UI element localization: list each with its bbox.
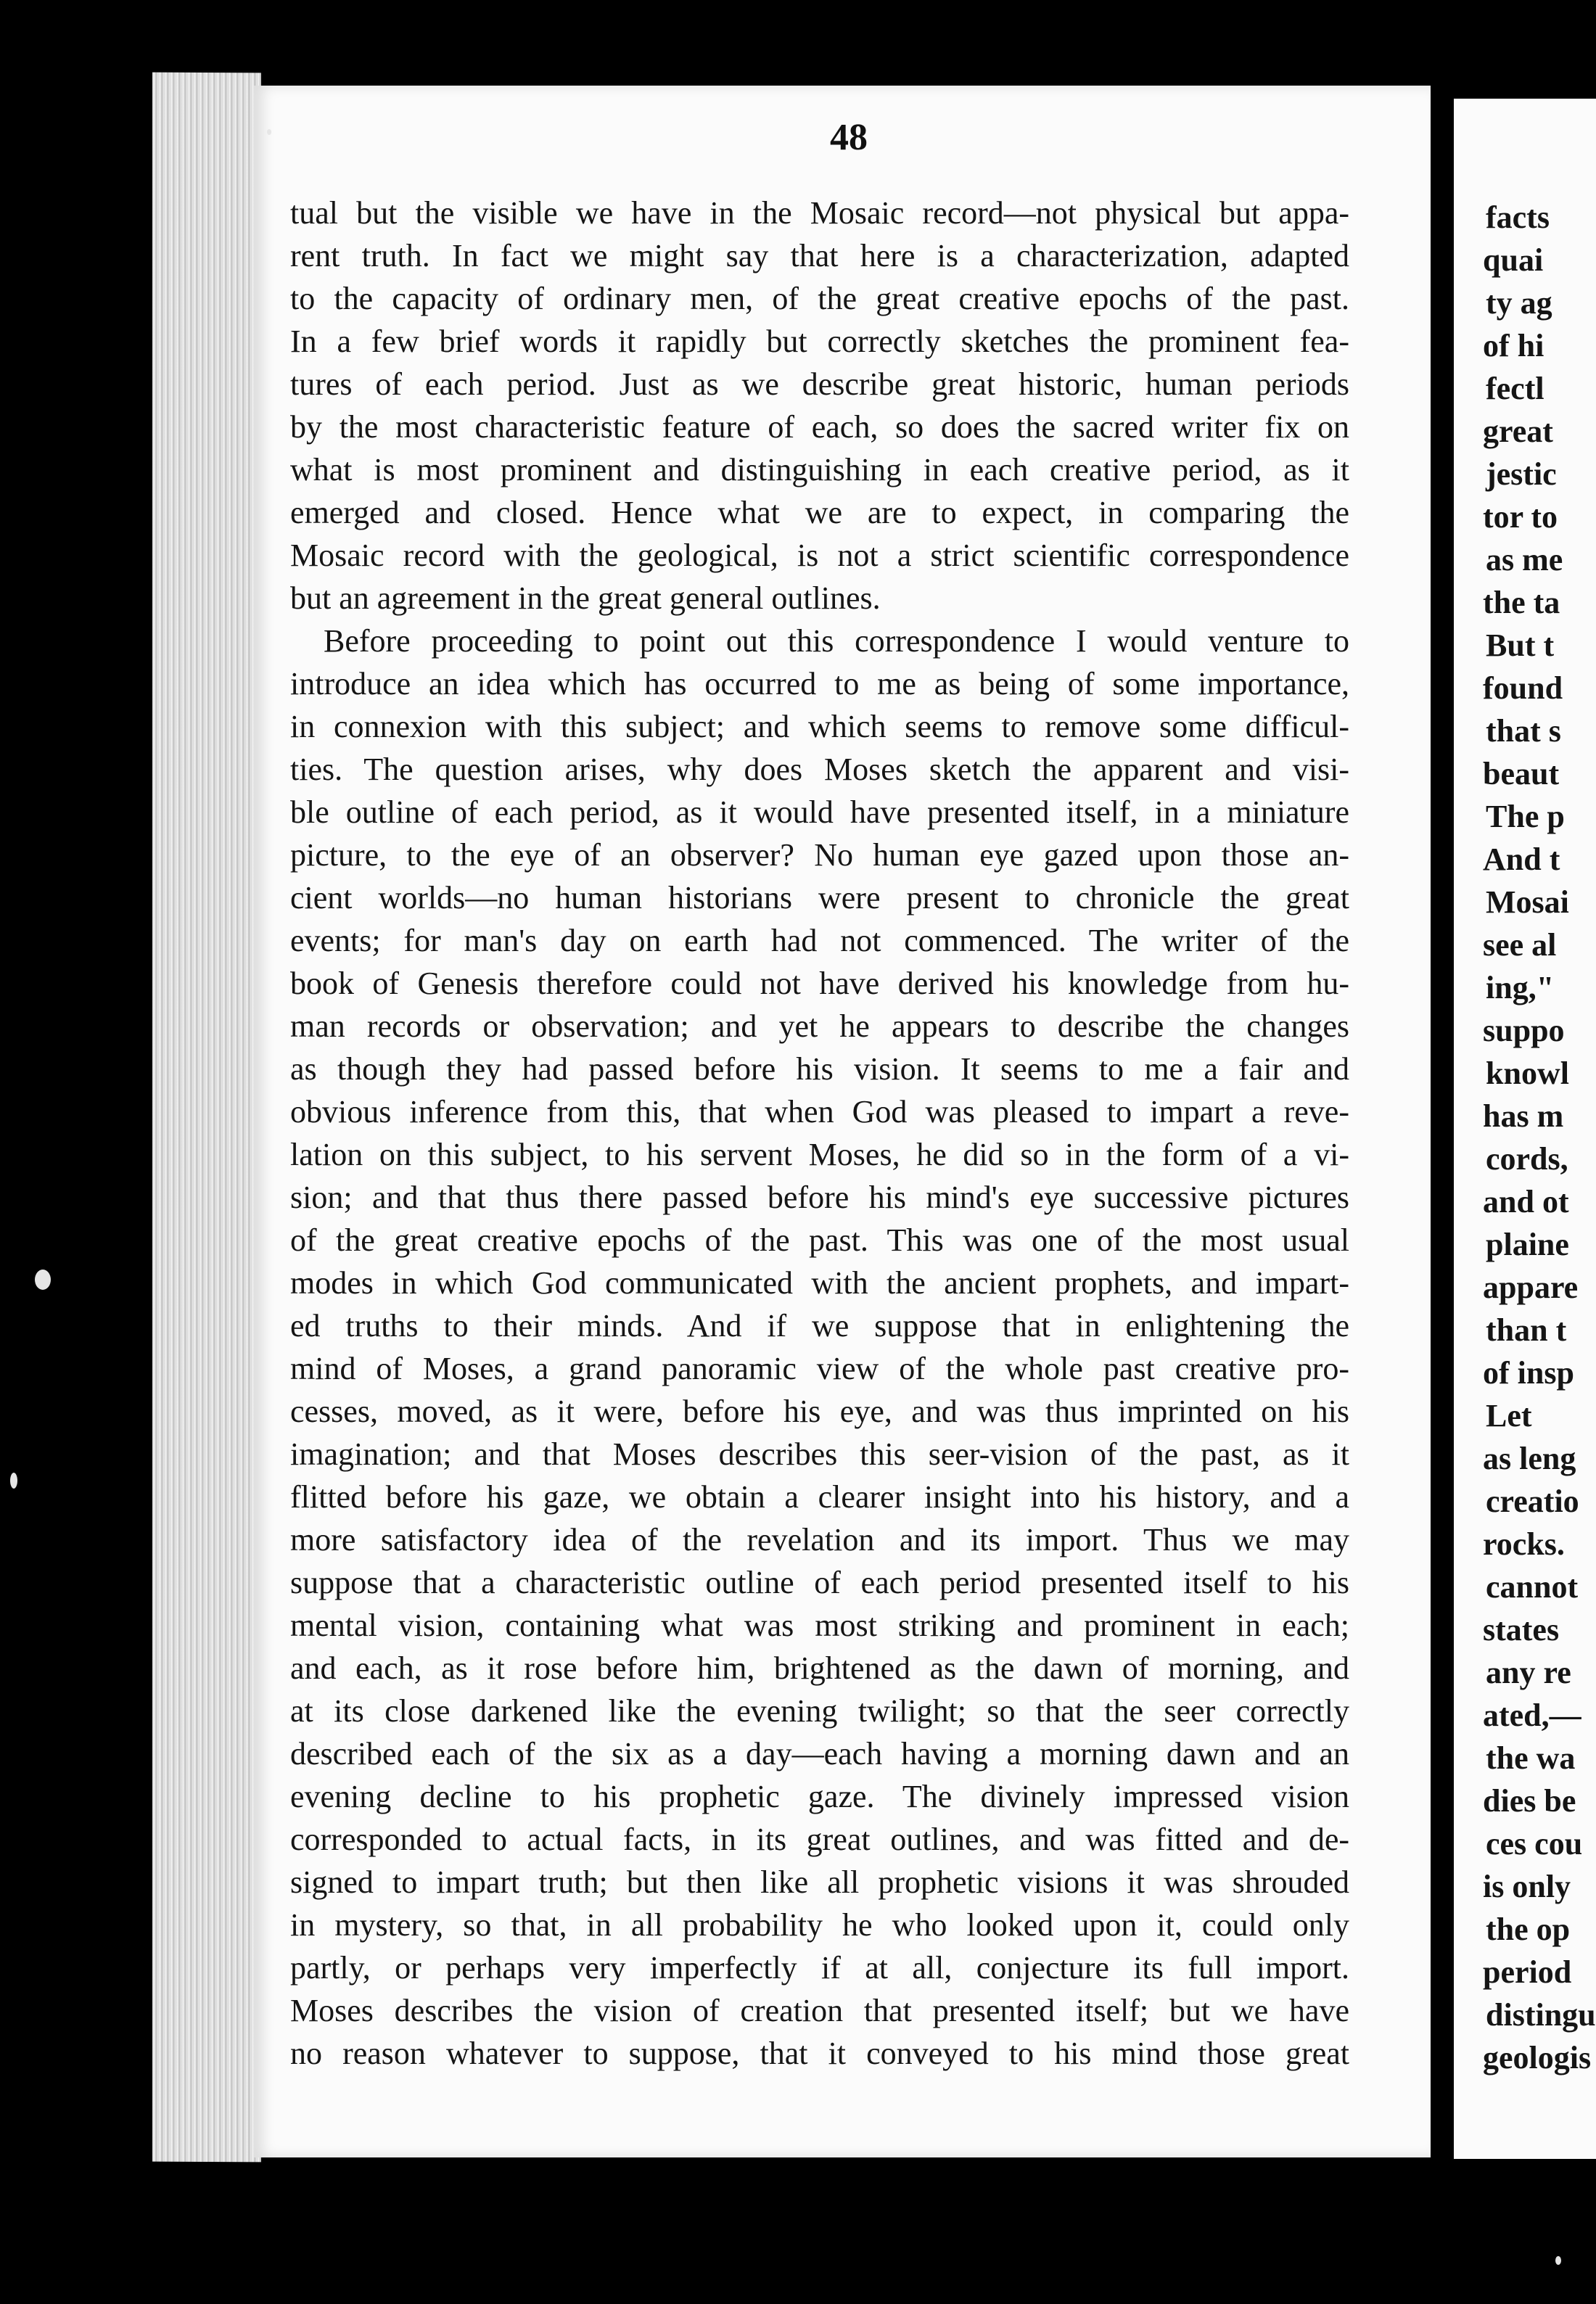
facing-text-line: geologis xyxy=(1483,2040,1592,2075)
text-line: by the most characteristic feature of each, so does the sacred writer fix on xyxy=(290,409,1349,445)
text-line: more satisfactory idea of the revelation and its import. Thus we may xyxy=(290,1522,1349,1558)
facing-text-line: knowl xyxy=(1486,1056,1569,1091)
facing-text-line: the op xyxy=(1486,1912,1571,1947)
text-line: Mosaic record with the geological, is not a strict scientific correspondence xyxy=(290,538,1349,573)
page-body-text xyxy=(290,192,1349,2075)
text-line: tual but the visible we have in the Mosaic record—not physical but appa- xyxy=(290,195,1349,231)
text-line: at its close darkened like the evening twilight; so that the seer correctly xyxy=(290,1693,1349,1729)
facing-text-line: of hi xyxy=(1483,328,1544,363)
facing-text-line: plaine xyxy=(1486,1227,1569,1262)
facing-text-line: ces cou xyxy=(1486,1826,1583,1861)
facing-text-line: of insp xyxy=(1483,1355,1574,1391)
text-line: emerged and closed. Hence what we are to expect, in comparing the xyxy=(290,495,1349,530)
facing-text-line: suppo xyxy=(1483,1013,1565,1048)
text-line: tures of each period. Just as we describe great historic, human periods xyxy=(290,366,1349,402)
text-line: mind of Moses, a grand panoramic view of the whole past creative pro- xyxy=(290,1351,1349,1386)
text-line: imagination; and that Moses describes this seer-vision of the past, as it xyxy=(290,1436,1349,1472)
facing-text-line: great xyxy=(1483,414,1553,449)
facing-text-line: as leng xyxy=(1483,1441,1576,1476)
text-line: events; for man's day on earth had not commenced. The writer of the xyxy=(290,923,1349,958)
page-number: 48 xyxy=(830,117,868,158)
facing-text-line: But t xyxy=(1486,628,1555,663)
text-line: ble outline of each period, as it would have presented itself, in a miniature xyxy=(290,794,1349,830)
facing-text-line: appare xyxy=(1483,1270,1579,1305)
text-line: signed to impart truth; but then like all prophetic visions it was shrouded xyxy=(290,1864,1349,1900)
text-line: Moses describes the vision of creation that presented itself; but we have xyxy=(290,1993,1349,2028)
facing-text-line: the wa xyxy=(1486,1740,1576,1776)
facing-text-line: beaut xyxy=(1483,756,1560,791)
text-line: in mystery, so that, in all probability he who looked upon it, could only xyxy=(290,1907,1349,1943)
text-line: cesses, moved, as it were, before his eye, and was thus imprinted on his xyxy=(290,1394,1349,1429)
text-line: described each of the six as a day—each having a morning dawn and an xyxy=(290,1736,1349,1772)
facing-text-line: Let xyxy=(1486,1398,1532,1433)
facing-text-line: facts xyxy=(1486,199,1550,235)
text-line: Before proceeding to point out this correspondence I would venture to xyxy=(324,623,1349,659)
text-line: ed truths to their minds. And if we suppose that in enlightening the xyxy=(290,1308,1349,1344)
facing-text-line: cords, xyxy=(1486,1141,1568,1177)
facing-text-line: fectl xyxy=(1486,371,1544,406)
scan-speck xyxy=(1555,2256,1561,2265)
facing-text-line: has m xyxy=(1483,1098,1564,1134)
text-line: rent truth. In fact we might say that here is a characterization, adapted xyxy=(290,238,1349,273)
text-line: lation on this subject, to his servent Moses, he did so in the form of a vi- xyxy=(290,1137,1349,1172)
facing-text-line: And t xyxy=(1483,842,1560,877)
facing-text-line: ing," xyxy=(1486,970,1555,1005)
facing-text-line: and ot xyxy=(1483,1184,1569,1219)
facing-text-line: is only xyxy=(1483,1869,1571,1904)
facing-text-line: any re xyxy=(1486,1655,1571,1690)
facing-text-line: quai xyxy=(1483,242,1544,278)
facing-text-line: rocks. xyxy=(1483,1526,1565,1562)
facing-text-line: period xyxy=(1483,1954,1572,1990)
text-line: introduce an idea which has occurred to me as being of some importance, xyxy=(290,666,1349,702)
facing-text-line: that s xyxy=(1486,713,1561,749)
text-line: in connexion with this subject; and which seems to remove some difficul- xyxy=(290,709,1349,744)
facing-text-line: Mosai xyxy=(1486,884,1569,920)
scan-speck xyxy=(10,1473,17,1489)
facing-text-line: jestic xyxy=(1486,456,1557,492)
text-line: partly, or perhaps very imperfectly if at all, conjecture its full import. xyxy=(290,1950,1349,1986)
text-line: picture, to the eye of an observer? No human eye gazed upon those an- xyxy=(290,837,1349,873)
facing-page-text xyxy=(1483,196,1596,2079)
text-line: no reason whatever to suppose, that it conveyed to his mind those great xyxy=(290,2036,1349,2071)
text-line: ties. The question arises, why does Moses sketch the apparent and visi- xyxy=(290,752,1349,787)
text-line: corresponded to actual facts, in its great outlines, and was fitted and de- xyxy=(290,1822,1349,1857)
text-line: but an agreement in the great general outlines. xyxy=(290,580,881,616)
text-line: sion; and that thus there passed before his mind's eye successive pictures xyxy=(290,1180,1349,1215)
text-line: suppose that a characteristic outline of each period presented itself to his xyxy=(290,1565,1349,1600)
facing-text-line: as me xyxy=(1486,542,1563,577)
text-line: of the great creative epochs of the past. This was one of the most usual xyxy=(290,1222,1349,1258)
text-line: flitted before his gaze, we obtain a clearer insight into his history, and a xyxy=(290,1479,1349,1515)
text-line: man records or observation; and yet he appears to describe the changes xyxy=(290,1008,1349,1044)
text-line: modes in which God communicated with the ancient prophets, and impart- xyxy=(290,1265,1349,1301)
scan-speck xyxy=(267,129,271,135)
text-line: In a few brief words it rapidly but correctly sketches the prominent fea- xyxy=(290,324,1349,359)
page-edge-stack xyxy=(152,73,261,2163)
text-line: book of Genesis therefore could not have derived his knowledge from hu- xyxy=(290,966,1349,1001)
facing-text-line: The p xyxy=(1486,799,1565,834)
facing-text-line: dies be xyxy=(1483,1783,1576,1819)
facing-text-line: cannot xyxy=(1486,1569,1579,1605)
scan-speck xyxy=(35,1270,51,1290)
text-line: as though they had passed before his vision. It seems to me a fair and xyxy=(290,1051,1349,1087)
text-line: and each, as it rose before him, brightened as the dawn of morning, and xyxy=(290,1650,1349,1686)
facing-text-line: states xyxy=(1483,1612,1560,1647)
text-line: obvious inference from this, that when God was pleased to impart a reve- xyxy=(290,1094,1349,1130)
text-line: cient worlds—no human historians were present to chronicle the great xyxy=(290,880,1349,916)
text-line: evening decline to his prophetic gaze. The divinely impressed vision xyxy=(290,1779,1349,1814)
facing-text-line: tor to xyxy=(1483,499,1558,535)
facing-text-line: creatio xyxy=(1486,1484,1579,1519)
facing-text-line: see al xyxy=(1483,927,1557,963)
text-line: what is most prominent and distinguishing in each creative period, as it xyxy=(290,452,1349,487)
text-line: to the capacity of ordinary men, of the great creative epochs of the past. xyxy=(290,281,1349,316)
text-line: mental vision, containing what was most striking and prominent in each; xyxy=(290,1608,1349,1643)
facing-text-line: than t xyxy=(1486,1312,1567,1348)
facing-text-line: the ta xyxy=(1483,585,1560,620)
facing-text-line: found xyxy=(1483,670,1563,706)
facing-text-line: distingu xyxy=(1486,1997,1596,2033)
facing-text-line: ty ag xyxy=(1486,285,1552,321)
facing-text-line: ated,— xyxy=(1483,1698,1581,1733)
